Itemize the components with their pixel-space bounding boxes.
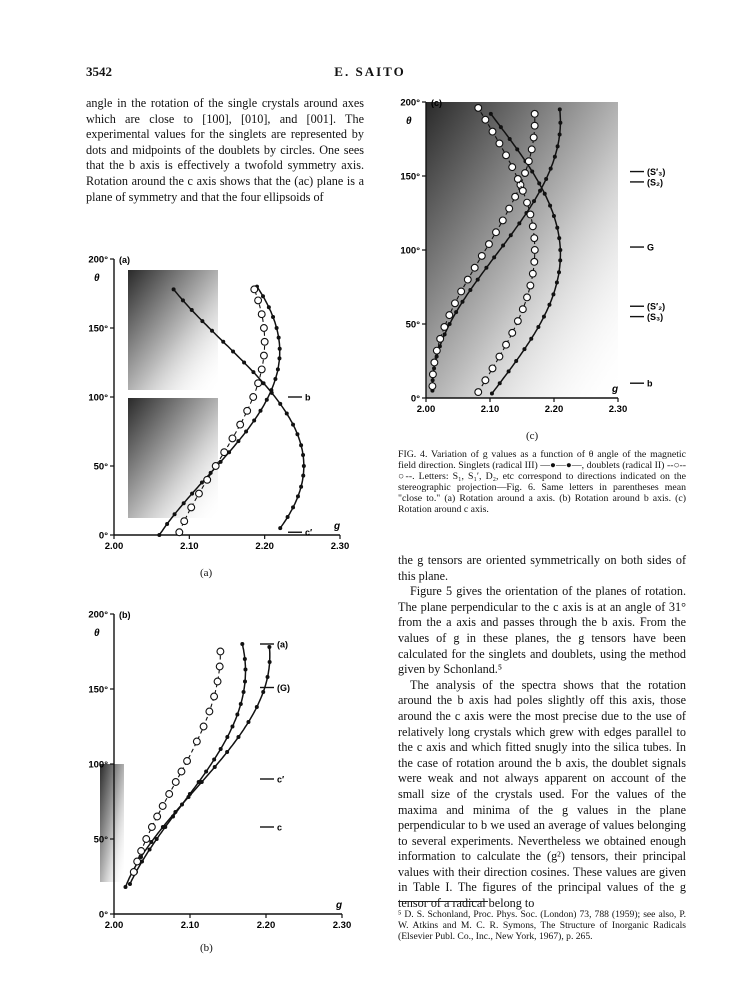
x-tick-label: 2.20 <box>544 404 564 415</box>
data-point-dot <box>558 107 562 111</box>
data-point-circle <box>514 318 521 325</box>
data-point-dot <box>270 391 274 395</box>
data-point-circle <box>503 341 510 348</box>
y-tick-label: 0° <box>410 393 420 405</box>
data-point-circle <box>206 708 213 715</box>
data-point-circle <box>159 803 166 810</box>
chart-c <box>360 92 676 426</box>
data-point-dot <box>239 702 243 706</box>
data-point-circle <box>524 199 531 206</box>
data-point-circle <box>522 170 529 177</box>
annotation-label: c′ <box>277 774 285 785</box>
data-point-dot <box>558 133 562 137</box>
data-point-dot <box>499 125 503 129</box>
data-point-circle <box>184 758 191 765</box>
x-tick-label: 2.30 <box>608 404 628 415</box>
data-point-dot <box>261 690 265 694</box>
data-point-circle <box>458 288 465 295</box>
data-point-dot <box>557 270 561 274</box>
annotation-label: (G) <box>277 683 290 693</box>
data-point-circle <box>496 140 503 147</box>
data-point-dot <box>558 121 562 125</box>
data-point-dot <box>231 349 235 353</box>
data-point-circle <box>482 116 489 123</box>
data-point-dot <box>537 181 541 185</box>
data-point-dot <box>536 325 540 329</box>
data-point-dot <box>489 112 493 116</box>
data-point-circle <box>216 663 223 670</box>
data-point-dot <box>544 177 548 181</box>
page-number: 3542 <box>86 64 112 79</box>
data-point-dot <box>182 501 186 505</box>
data-point-circle <box>429 383 436 390</box>
data-point-dot <box>542 315 546 319</box>
x-axis-label: g <box>336 900 343 911</box>
right-column-text <box>398 553 686 912</box>
data-point-dot <box>555 281 559 285</box>
data-point-circle <box>214 678 221 685</box>
data-point-circle <box>200 723 207 730</box>
data-point-dot <box>548 204 552 208</box>
data-point-dot <box>230 725 234 729</box>
data-point-dot <box>278 402 282 406</box>
data-point-dot <box>291 505 295 509</box>
data-point-dot <box>266 675 270 679</box>
data-point-dot <box>161 825 165 829</box>
series-2-line <box>126 649 270 888</box>
x-tick-label: 2.10 <box>180 920 200 931</box>
data-point-circle <box>237 421 244 428</box>
y-tick-label: 0° <box>98 909 108 921</box>
panel-label: (c) <box>431 98 442 108</box>
data-point-circle <box>250 394 257 401</box>
data-point-dot <box>509 233 513 237</box>
data-point-dot <box>267 645 271 649</box>
data-point-dot <box>299 443 303 447</box>
chart-c-sublabel: (c) <box>526 430 539 442</box>
data-point-circle <box>261 352 268 359</box>
y-tick-label: 100° <box>88 759 108 771</box>
data-point-circle <box>431 359 438 366</box>
data-point-dot <box>210 329 214 333</box>
data-point-dot <box>522 347 526 351</box>
data-point-dot <box>267 305 271 309</box>
x-tick-label: 2.30 <box>332 920 352 931</box>
data-point-circle <box>531 122 538 129</box>
data-point-dot <box>275 326 279 330</box>
data-point-dot <box>301 453 305 457</box>
data-point-circle <box>221 449 228 456</box>
data-point-dot <box>204 770 208 774</box>
data-point-dot <box>123 885 127 889</box>
data-point-dot <box>558 258 562 262</box>
data-point-circle <box>519 187 526 194</box>
data-point-circle <box>512 193 519 200</box>
paragraph: Figure 5 gives the orientation of the planes of rotation. The plane perpendicular to the c axis is at an angle of 31° from the a axis and passes through the b axis. From the values of g in these planes, the g tensors have been calculated for the singlets and doublets, using the method given by Schonland.⁵ <box>398 584 686 677</box>
y-tick-label: 50° <box>93 461 108 473</box>
data-point-dot <box>555 226 559 230</box>
data-point-dot <box>484 266 488 270</box>
data-point-circle <box>499 217 506 224</box>
data-point-circle <box>529 270 536 277</box>
data-point-circle <box>471 264 478 271</box>
footnote-rule <box>398 901 488 902</box>
data-point-dot <box>262 381 266 385</box>
data-point-circle <box>178 768 185 775</box>
annotation-label: (S′₂) <box>647 301 666 312</box>
data-point-circle <box>525 158 532 165</box>
data-point-dot <box>236 735 240 739</box>
data-point-circle <box>475 389 482 396</box>
data-point-circle <box>244 407 251 414</box>
data-point-circle <box>204 476 211 483</box>
footnote: ⁵ D. S. Schonland, Proc. Phys. Soc. (London) 73, 788 (1959); see also, P. W. Atkins and M. C. R. Symons, The Structure of Inorganic Radicals (Elsevier Publ. Co., Inc., New York, 1967), p. 265. <box>398 909 686 942</box>
data-point-dot <box>551 292 555 296</box>
data-point-dot <box>200 481 204 485</box>
annotation-label: c <box>277 822 283 833</box>
data-point-circle <box>446 312 453 319</box>
data-point-circle <box>258 366 265 373</box>
data-point-dot <box>277 336 281 340</box>
data-point-dot <box>219 747 223 751</box>
data-point-dot <box>148 848 152 852</box>
data-point-dot <box>476 278 480 282</box>
data-point-circle <box>261 325 268 332</box>
data-point-dot <box>468 288 472 292</box>
data-point-circle <box>193 738 200 745</box>
data-point-circle <box>482 377 489 384</box>
annotation-label: (a) <box>277 639 288 650</box>
data-point-dot <box>557 236 561 240</box>
data-point-circle <box>196 490 203 497</box>
data-point-dot <box>285 412 289 416</box>
data-point-circle <box>529 223 536 230</box>
data-point-circle <box>258 311 265 318</box>
annotation-label: (S₂) <box>647 177 663 188</box>
data-point-dot <box>492 255 496 259</box>
figure-caption: FIG. 4. Variation of g values as a function of θ angle of the magnetic field direction. Singlets (radical III) —●—●—, doublets (radical II) --○--○--. Letters: S₁, S₁′, D₂, etc correspond to directions indicated on the stereographic projection—Fig. 6. Same letters in parentheses mean "close to." (a) Rotation around a axis. (b) Rotation around b axis. (c) Rotation around c axis. <box>398 449 686 515</box>
data-point-dot <box>454 310 458 314</box>
data-point-dot <box>532 199 536 203</box>
data-point-dot <box>261 294 265 298</box>
data-point-dot <box>255 705 259 709</box>
data-point-dot <box>517 221 521 225</box>
data-point-circle <box>531 247 538 254</box>
data-point-dot <box>265 398 269 402</box>
data-point-dot <box>157 533 161 537</box>
data-point-dot <box>181 298 185 302</box>
x-tick-label: 2.20 <box>255 541 274 552</box>
x-tick-label: 2.00 <box>104 541 124 552</box>
data-point-circle <box>166 791 173 798</box>
data-point-dot <box>291 423 295 427</box>
y-tick-label: 100° <box>400 245 420 257</box>
data-point-circle <box>452 300 459 307</box>
data-point-dot <box>252 418 256 422</box>
data-point-dot <box>200 319 204 323</box>
y-tick-label: 200° <box>88 609 108 621</box>
data-point-circle <box>255 380 262 387</box>
y-tick-label: 200° <box>88 254 108 266</box>
data-point-dot <box>529 337 533 341</box>
x-tick-label: 2.00 <box>416 404 436 415</box>
panel-label: (a) <box>119 255 130 265</box>
data-point-dot <box>243 657 247 661</box>
data-point-dot <box>268 660 272 664</box>
data-point-dot <box>244 430 248 434</box>
y-tick-label: 50° <box>93 834 108 846</box>
data-point-circle <box>429 371 436 378</box>
annotation-label: b <box>305 392 311 403</box>
data-point-circle <box>229 435 236 442</box>
y-tick-label: 150° <box>400 171 420 183</box>
paragraph: angle in the rotation of the single crystals around axes which are close to [100], [010], and [001]. The experimental values for the singlets are represented by dots and midpoints of the doublets by circles. One sees that the b axis is effectively a twofold symmetry axis. Rotation around the c axis shows that the (ac) plane is a plane of symmetry and that the four ellipsoids of <box>86 96 364 204</box>
data-point-dot <box>173 810 177 814</box>
data-point-circle <box>475 105 482 112</box>
annotation-label: (S′₃) <box>647 167 666 178</box>
y-tick-label: 150° <box>88 684 108 696</box>
data-point-dot <box>286 515 290 519</box>
data-point-circle <box>489 128 496 135</box>
data-point-circle <box>493 229 500 236</box>
data-point-circle <box>441 324 448 331</box>
data-point-dot <box>259 409 263 413</box>
data-point-dot <box>242 361 246 365</box>
data-point-dot <box>515 147 519 151</box>
y-tick-label: 50° <box>405 319 420 331</box>
data-point-dot <box>556 144 560 148</box>
annotation-label: (S₃) <box>647 312 664 323</box>
chart-a-sublabel: (a) <box>200 567 213 579</box>
x-tick-label: 2.00 <box>104 920 124 931</box>
data-point-circle <box>261 338 268 345</box>
data-point-dot <box>236 439 240 443</box>
data-point-circle <box>524 294 531 301</box>
data-point-dot <box>149 840 153 844</box>
data-point-dot <box>173 512 177 516</box>
data-point-dot <box>508 137 512 141</box>
data-point-dot <box>301 474 305 478</box>
chart-b-sublabel: (b) <box>200 942 213 954</box>
data-point-dot <box>507 369 511 373</box>
data-point-dot <box>501 244 505 248</box>
annotation-label: c′ <box>305 527 313 538</box>
data-point-circle <box>531 258 538 265</box>
x-axis-label: g <box>612 384 619 395</box>
data-point-circle <box>530 134 537 141</box>
chart-a <box>70 235 370 565</box>
data-point-circle <box>478 253 485 260</box>
paragraph: The analysis of the spectra shows that the rotation around the b axis had poles slightly off this axis, those around the c axis were the most precise due to the use of relatively long crystals which grew with edges parallel to the c axis and which fitted snugly into the silica tubes. In the case of rotation around the b axis, the doublet signals were weak and not always apparent on account of the small size of the crystals used. For the values of the maxima and minima of the g values in the plane perpendicular to b we used an average of values belonging to several experiments. Nevertheless we obtained enough information to calculate the (g²) tensors, their principal values with their direction cosines. These values are given in Table I. The figures of the principal values of the g tensor of a radical belong to <box>398 677 686 911</box>
data-point-dot <box>547 303 551 307</box>
data-point-dot <box>128 882 132 886</box>
data-point-circle <box>251 286 258 293</box>
data-point-dot <box>243 680 247 684</box>
data-point-dot <box>490 392 494 396</box>
data-point-dot <box>213 765 217 769</box>
data-point-circle <box>217 648 224 655</box>
data-point-dot <box>514 359 518 363</box>
data-point-circle <box>527 211 534 218</box>
data-point-circle <box>433 347 440 354</box>
data-point-circle <box>148 824 155 831</box>
running-head: E. SAITO <box>334 64 406 79</box>
data-point-dot <box>277 356 281 360</box>
data-point-circle <box>176 529 183 536</box>
data-point-dot <box>498 381 502 385</box>
x-tick-label: 2.30 <box>330 541 350 552</box>
data-point-dot <box>165 522 169 526</box>
x-tick-label: 2.10 <box>180 541 199 552</box>
data-point-dot <box>225 750 229 754</box>
shaded-region <box>100 764 124 882</box>
data-point-dot <box>295 432 299 436</box>
data-point-dot <box>186 795 190 799</box>
data-point-dot <box>558 248 562 252</box>
data-point-circle <box>464 276 471 283</box>
data-point-dot <box>225 735 229 739</box>
x-tick-label: 2.20 <box>256 920 276 931</box>
annotation-label: b <box>647 378 653 389</box>
x-tick-label: 2.10 <box>480 404 500 415</box>
y-tick-label: 0° <box>98 530 108 542</box>
data-point-dot <box>235 713 239 717</box>
data-point-dot <box>276 367 280 371</box>
data-point-circle <box>496 353 503 360</box>
y-tick-label: 200° <box>400 97 420 109</box>
data-point-dot <box>212 758 216 762</box>
data-point-dot <box>302 464 306 468</box>
data-point-dot <box>278 526 282 530</box>
data-point-dot <box>552 214 556 218</box>
data-point-dot <box>240 642 244 646</box>
data-point-circle <box>486 241 493 248</box>
data-point-circle <box>531 235 538 242</box>
data-point-dot <box>172 287 176 291</box>
data-point-dot <box>543 192 547 196</box>
y-axis-label: θ <box>94 628 100 639</box>
data-point-circle <box>509 329 516 336</box>
data-point-dot <box>271 315 275 319</box>
data-point-dot <box>243 668 247 672</box>
data-point-circle <box>138 848 145 855</box>
data-point-dot <box>299 485 303 489</box>
data-point-circle <box>172 779 179 786</box>
data-point-circle <box>134 858 141 865</box>
data-point-circle <box>211 693 218 700</box>
data-point-dot <box>190 492 194 496</box>
shaded-region <box>128 398 218 518</box>
left-column-text <box>86 96 364 205</box>
data-point-dot <box>221 340 225 344</box>
data-point-circle <box>519 306 526 313</box>
data-point-circle <box>130 869 137 876</box>
data-point-circle <box>527 282 534 289</box>
data-point-dot <box>242 690 246 694</box>
data-point-circle <box>143 836 150 843</box>
data-point-dot <box>273 377 277 381</box>
y-tick-label: 100° <box>88 392 108 404</box>
data-point-dot <box>553 155 557 159</box>
data-point-dot <box>278 347 282 351</box>
data-point-dot <box>296 494 300 498</box>
data-point-dot <box>219 460 223 464</box>
data-point-circle <box>489 365 496 372</box>
y-tick-label: 150° <box>88 323 108 335</box>
data-point-dot <box>200 780 204 784</box>
data-point-dot <box>251 370 255 374</box>
x-axis-label: g <box>334 521 341 532</box>
data-point-dot <box>549 167 553 171</box>
data-point-dot <box>443 332 447 336</box>
data-point-dot <box>448 322 452 326</box>
annotation-label: G <box>647 242 655 253</box>
data-point-circle <box>531 110 538 117</box>
data-point-circle <box>514 176 521 183</box>
paragraph: the g tensors are oriented symmetrically on both sides of this plane. <box>398 553 686 583</box>
data-point-dot <box>460 300 464 304</box>
data-point-dot <box>190 308 194 312</box>
data-point-circle <box>212 463 219 470</box>
data-point-circle <box>503 152 510 159</box>
data-point-circle <box>437 335 444 342</box>
data-point-circle <box>188 504 195 511</box>
data-point-circle <box>154 813 161 820</box>
data-point-circle <box>528 146 535 153</box>
chart-b <box>70 592 370 940</box>
data-point-circle <box>255 297 262 304</box>
y-axis-label: θ <box>406 116 412 127</box>
data-point-circle <box>509 164 516 171</box>
panel-label: (b) <box>119 610 131 620</box>
y-axis-label: θ <box>94 273 100 284</box>
data-point-circle <box>506 205 513 212</box>
data-point-dot <box>530 170 534 174</box>
data-point-circle <box>181 518 188 525</box>
data-point-dot <box>538 189 542 193</box>
data-point-dot <box>246 720 250 724</box>
